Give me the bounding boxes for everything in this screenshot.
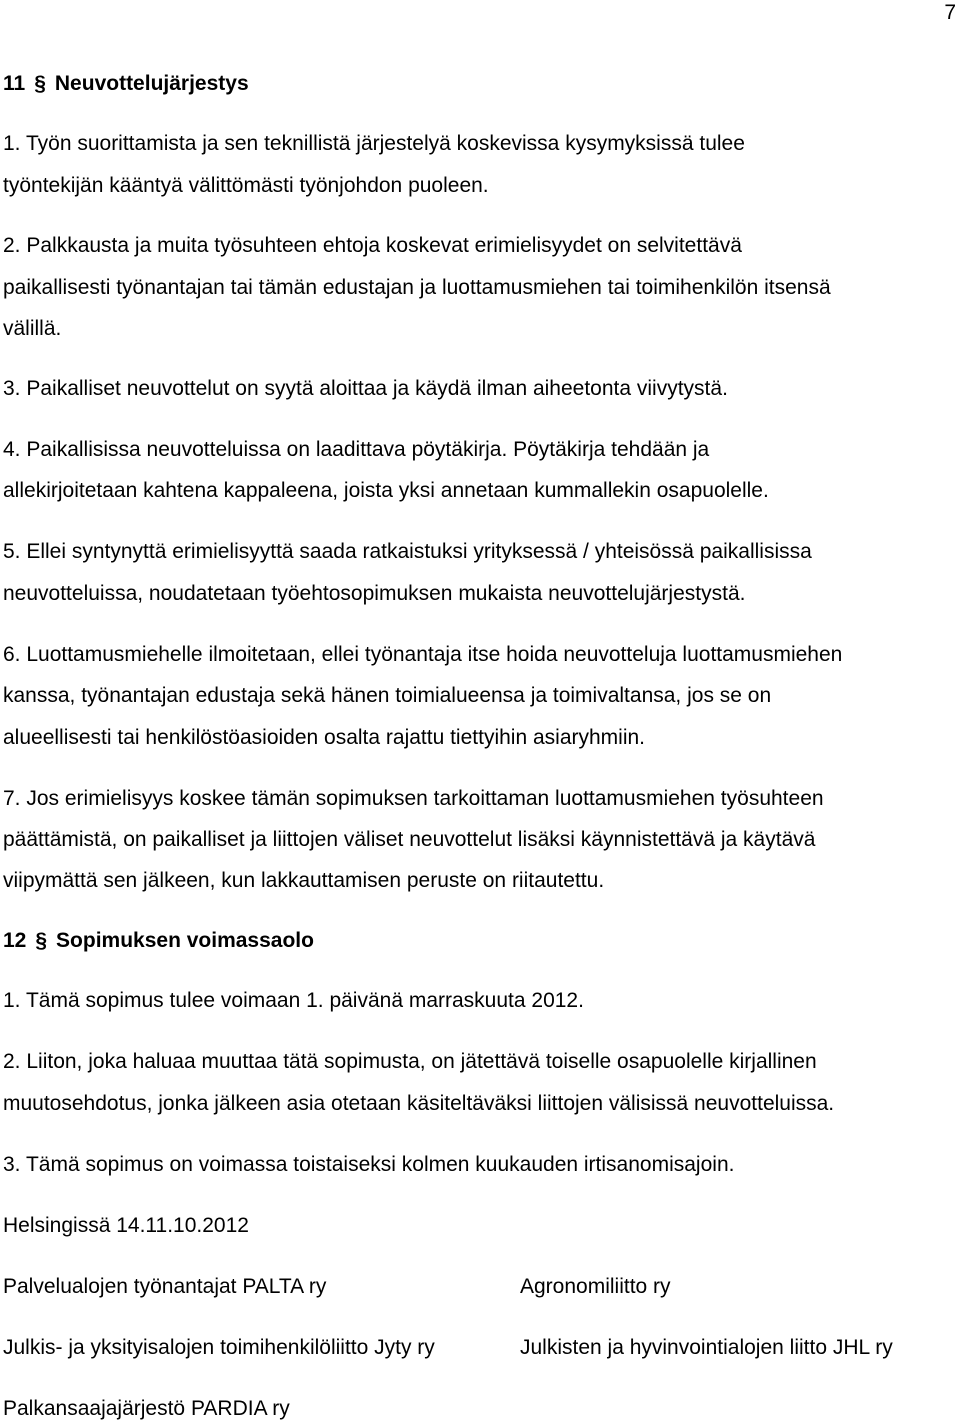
paragraph-line: kanssa, työnantajan edustaja sekä hänen toimialueensa ja toimivaltansa, jos se on bbox=[3, 684, 772, 707]
paragraph-line: 1. Tämä sopimus tulee voimaan 1. päivänä marraskuuta 2012. bbox=[3, 989, 584, 1012]
paragraph-line: viipymättä sen jälkeen, kun lakkauttamisen peruste on riitautettu. bbox=[3, 869, 605, 892]
place-date: Helsingissä 14.11.10.2012 bbox=[3, 1214, 249, 1237]
paragraph-line: neuvotteluissa, noudatetaan työehtosopimuksen mukaista neuvottelujärjestystä. bbox=[3, 582, 746, 605]
paragraph-line: allekirjoitetaan kahtena kappaleena, joista yksi annetaan kummallekin osapuolelle. bbox=[3, 479, 769, 502]
paragraph-line: 4. Paikallisissa neuvotteluissa on laadittava pöytäkirja. Pöytäkirja tehdään ja bbox=[3, 438, 710, 461]
signatory: Julkisten ja hyvinvointialojen liitto JHL ry bbox=[520, 1336, 893, 1359]
section-11-heading bbox=[3, 73, 249, 94]
paragraph-line: 5. Ellei syntynyttä erimielisyyttä saada ratkaistuksi yrityksessä / yhteisössä paikallisissa bbox=[3, 540, 812, 563]
signatory: Julkis- ja yksityisalojen toimihenkilöliitto Jyty ry bbox=[3, 1336, 435, 1359]
section-title: Neuvottelujärjestys bbox=[54, 72, 249, 95]
paragraph-line: 3. Tämä sopimus on voimassa toistaiseksi kolmen kuukauden irtisanomisajoin. bbox=[3, 1153, 735, 1176]
paragraph-line: 3. Paikalliset neuvottelut on syytä aloittaa ja käydä ilman aiheetonta viivytystä. bbox=[3, 377, 728, 400]
section-title: Sopimuksen voimassaolo bbox=[56, 929, 314, 952]
paragraph-line: 2. Liiton, joka haluaa muuttaa tätä sopimusta, on jätettävä toiselle osapuolelle kirjallinen bbox=[3, 1050, 817, 1073]
signatory: Palvelualojen työnantajat PALTA ry bbox=[3, 1275, 327, 1298]
section-sign: § bbox=[34, 72, 46, 95]
paragraph-line: päättämistä, on paikalliset ja liittojen väliset neuvottelut lisäksi käynnistettävä ja käytävä bbox=[3, 828, 816, 851]
paragraph-line: paikallisesti työnantajan tai tämän edustajan ja luottamusmiehen tai toimihenkilön itsensä bbox=[3, 276, 831, 299]
paragraph-line: työntekijän kääntyä välittömästi työnjohdon puoleen. bbox=[3, 174, 489, 197]
paragraph-line: 7. Jos erimielisyys koskee tämän sopimuksen tarkoittaman luottamusmiehen työsuhteen bbox=[3, 787, 824, 810]
paragraph-line: 2. Palkkausta ja muita työsuhteen ehtoja koskevat erimielisyydet on selvitettävä bbox=[3, 234, 742, 257]
signatory: Agronomiliitto ry bbox=[520, 1275, 671, 1298]
section-number: 11 bbox=[3, 72, 26, 95]
page-number: 7 bbox=[944, 1, 956, 24]
section-sign: § bbox=[35, 929, 48, 952]
paragraph-line: alueellisesti tai henkilöstöasioiden osalta rajattu tiettyihin asiaryhmiin. bbox=[3, 726, 646, 749]
section-12-heading bbox=[3, 930, 314, 951]
paragraph-line: välillä. bbox=[3, 317, 62, 340]
section-number: 12 bbox=[3, 929, 27, 952]
paragraph-line: 1. Työn suorittamista ja sen teknillistä järjestelyä koskevissa kysymyksissä tulee bbox=[3, 132, 745, 155]
paragraph-line: muutosehdotus, jonka jälkeen asia otetaan käsiteltäväksi liittojen välisissä neuvotteluissa. bbox=[3, 1092, 835, 1115]
paragraph-line: 6. Luottamusmiehelle ilmoitetaan, ellei työnantaja itse hoida neuvotteluja luottamusmiehen bbox=[3, 643, 843, 666]
signatory: Palkansaajajärjestö PARDIA ry bbox=[3, 1397, 290, 1420]
